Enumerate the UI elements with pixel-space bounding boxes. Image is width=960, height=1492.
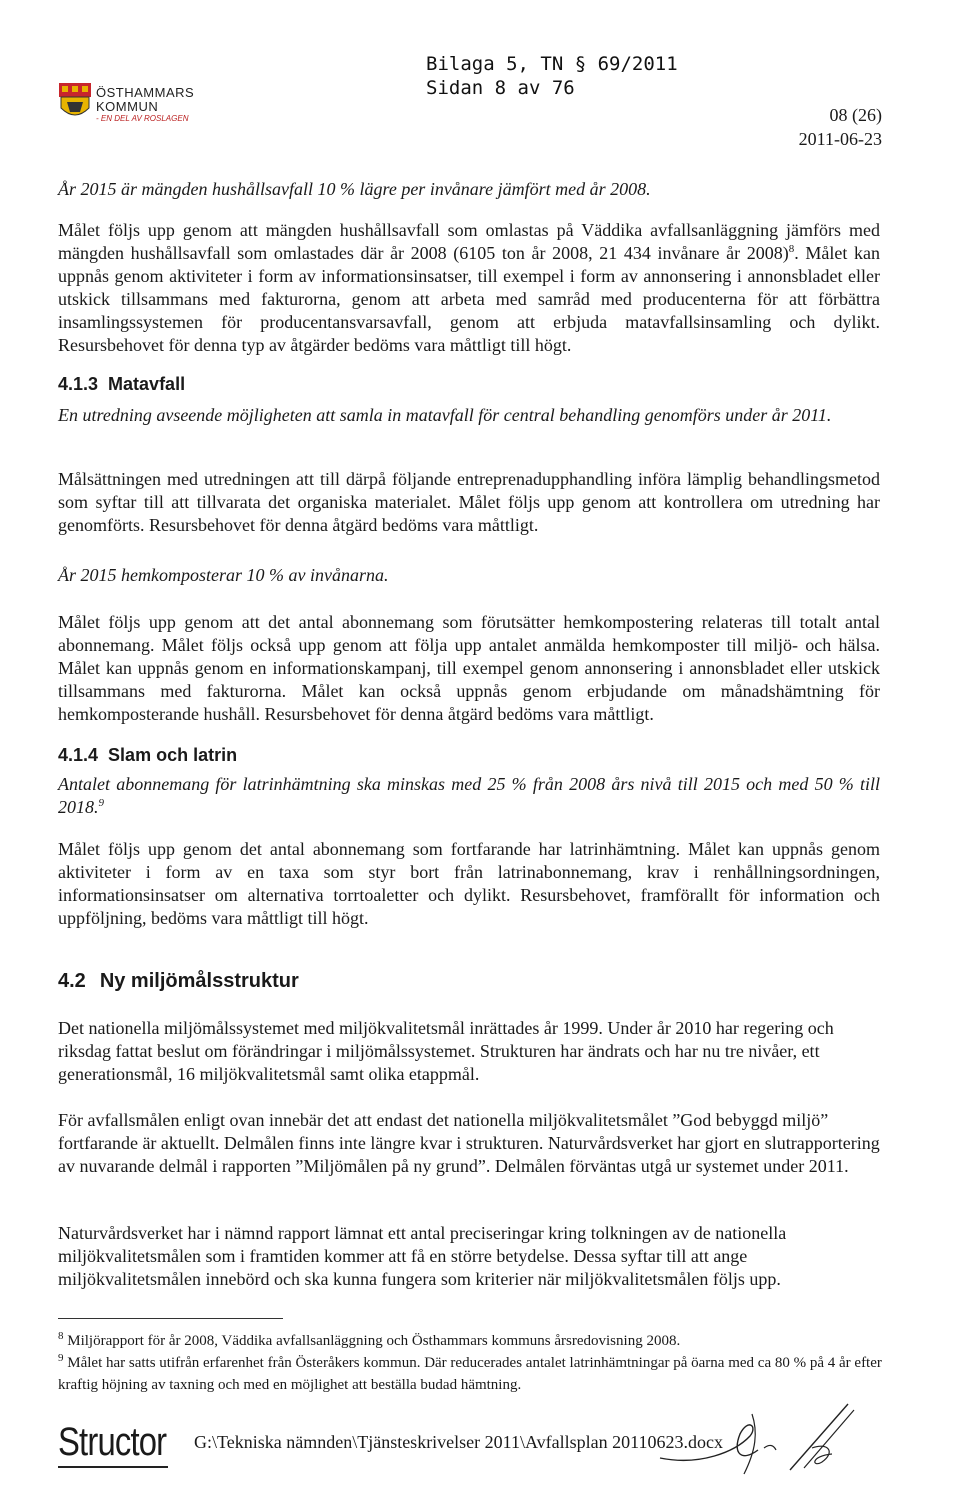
section-heading-4-1-3: 4.1.3 Matavfall <box>58 374 186 394</box>
stamp-line-1: Bilaga 5, TN § 69/2011 <box>426 53 678 75</box>
structor-logo: Structor <box>58 1420 167 1464</box>
paragraph-home-composting: Målet följs upp genom att det antal abonnemang som förutsätter hemkompostering relateras till totalt antal abonnemang. Målet följs också upp genom att följa upp antalet anmälda hemkomposter till miljö- och hälsa. Målet kan uppnås genom en informationskampanj, till exempel genom annonsering i annonsbladet eller utskick tillsammans med fakturorna. Målet kan också uppnås genom erbjudande om månadshämtning för hemkomposterande hushåll. Resursbehovet för denna åtgärd bedöms vara måttligt. <box>58 612 880 724</box>
footnote-ref-8: 8 <box>788 243 795 255</box>
footnote-ref-9: 9 <box>98 797 104 809</box>
document-date: 2011-06-23 <box>798 129 882 149</box>
goal-latrine: Antalet abonnemang för latrinhämtning ska minskas med 25 % från 2008 års nivå till 2015 och med 50 % till 2018.$^9$ <box>58 774 880 817</box>
paragraph-latrine: Målet följs upp genom det antal abonnemang som fortfarande har latrinhämtning. Målet kan uppnås genom aktiviteter i form av en taxa som styr bort från latrinabonnemang, krav i renhållningsordningen, informationsinsatser om alternativa torrtoaletter och dylikt. Resursbehovet, framförallt för information och uppföljning, bedöms vara måttligt till högt. <box>58 839 880 928</box>
attachment-stamp <box>426 52 678 100</box>
goal-food-waste: En utredning avseende möjligheten att samla in matavfall för central behandling genomförs under år 2011. <box>58 405 832 425</box>
footnote-9: $^9$ Målet har satts utifrån erfarenhet från Österåkers kommun. Där reducerades antalet latrinhämtningar på öarna med ca 80 % på 4 år efter kraftig höjning av taxning och med en möjlighet att beställa budad hämtning. <box>58 1352 882 1393</box>
structor-underline <box>58 1466 168 1468</box>
municipality-logo <box>58 82 238 126</box>
logo-name: ÖSTHAMMARS KOMMUN <box>96 85 195 114</box>
coat-of-arms-icon <box>58 82 92 120</box>
paragraph-naturvardsverket: Naturvårdsverket har i nämnd rapport lämnat ett antal preciseringar kring tolkningen av de nationella miljökvalitetsmålen som i framtiden kommer att få en större betydelse. Dessa syftar till att ange miljökvalitetsmålen innebörd och ska kunna fungera som kriterier när miljökvalitetsmålen följs upp. <box>58 1223 787 1289</box>
paragraph-food-waste: Målsättningen med utredningen att till därpå följande entreprenadupphandling införa lämplig behandlingsmetod som syftar till att tillvarata det organiska materialet. Målet följs upp genom att kontrollera om utredning har genomförts. Resursbehovet för denna åtgärd bedöms vara måttligt. <box>58 469 880 535</box>
footnote-8: $^8$ Miljörapport för år 2008, Väddika avfallsanläggning och Östhammars kommuns årsredovisning 2008. <box>58 1330 681 1349</box>
section-heading-4-2: 4.2 Ny miljömålsstruktur <box>58 970 299 992</box>
section-heading-4-1-4: 4.1.4 Slam och latrin <box>58 745 238 765</box>
logo-tagline: - EN DEL AV ROSLAGEN <box>96 114 189 123</box>
goal-household-waste: År 2015 är mängden hushållsavfall 10 % lägre per invånare jämfört med år 2008. <box>58 179 651 199</box>
goal-home-composting: År 2015 hemkomposterar 10 % av invånarna. <box>58 565 389 585</box>
paragraph-waste-goals: För avfallsmålen enligt ovan innebär det att endast det nationella miljökvalitetsmålet ”God bebyggd miljö” fortfarande är aktuellt. Delmålen finns inte längre kvar i strukturen. Naturvårdsverket har gjort en slutrapportering av nuvarande delmål i rapporten ”Miljömålen på ny grund”. Delmålen förväntas utgå ur systemet under 2011. <box>58 1110 880 1176</box>
footnote-divider <box>58 1318 283 1319</box>
signature-initials <box>640 1396 890 1480</box>
stamp-line-2: Sidan 8 av 76 <box>426 77 575 99</box>
page-number: 08 (26) <box>829 105 882 125</box>
paragraph-household-waste: Målet följs upp genom att mängden hushållsavfall som omlastas på Väddika avfallsanläggning jämförs med mängden hushållsavfall som omlastades där år 2008 (6105 ton år 2008, 21 434 invånare år 2008)$^8$. Målet kan uppnås genom aktiviteter i form av informationsinsatser, till exempel i form av annonsering i annonsbladet eller utskick tillsammans med fakturorna, genom att arbeta med samråd med producenterna för att förbättra insamlingssystemen för producentansvarsavfall, genom att erbjuda matavfallsinsamling och dylikt. Resursbehovet för denna typ av åtgärder bedöms vara måttligt till högt. <box>58 220 880 355</box>
paragraph-environmental-goals: Det nationella miljömålssystemet med miljökvalitetsmål inrättades år 1999. Under år 2010 har regering och riksdag fattat beslut om förändringar i miljömålssystemet. Strukturen har ändrats och har nu tre nivåer, ett generationsmål, 16 miljökvalitetsmål samt olika etappmål. <box>58 1018 834 1084</box>
file-path: G:\Tekniska nämnden\Tjänsteskrivelser 2011\Avfallsplan 20110623.docx <box>194 1432 723 1452</box>
page-info <box>799 103 882 151</box>
